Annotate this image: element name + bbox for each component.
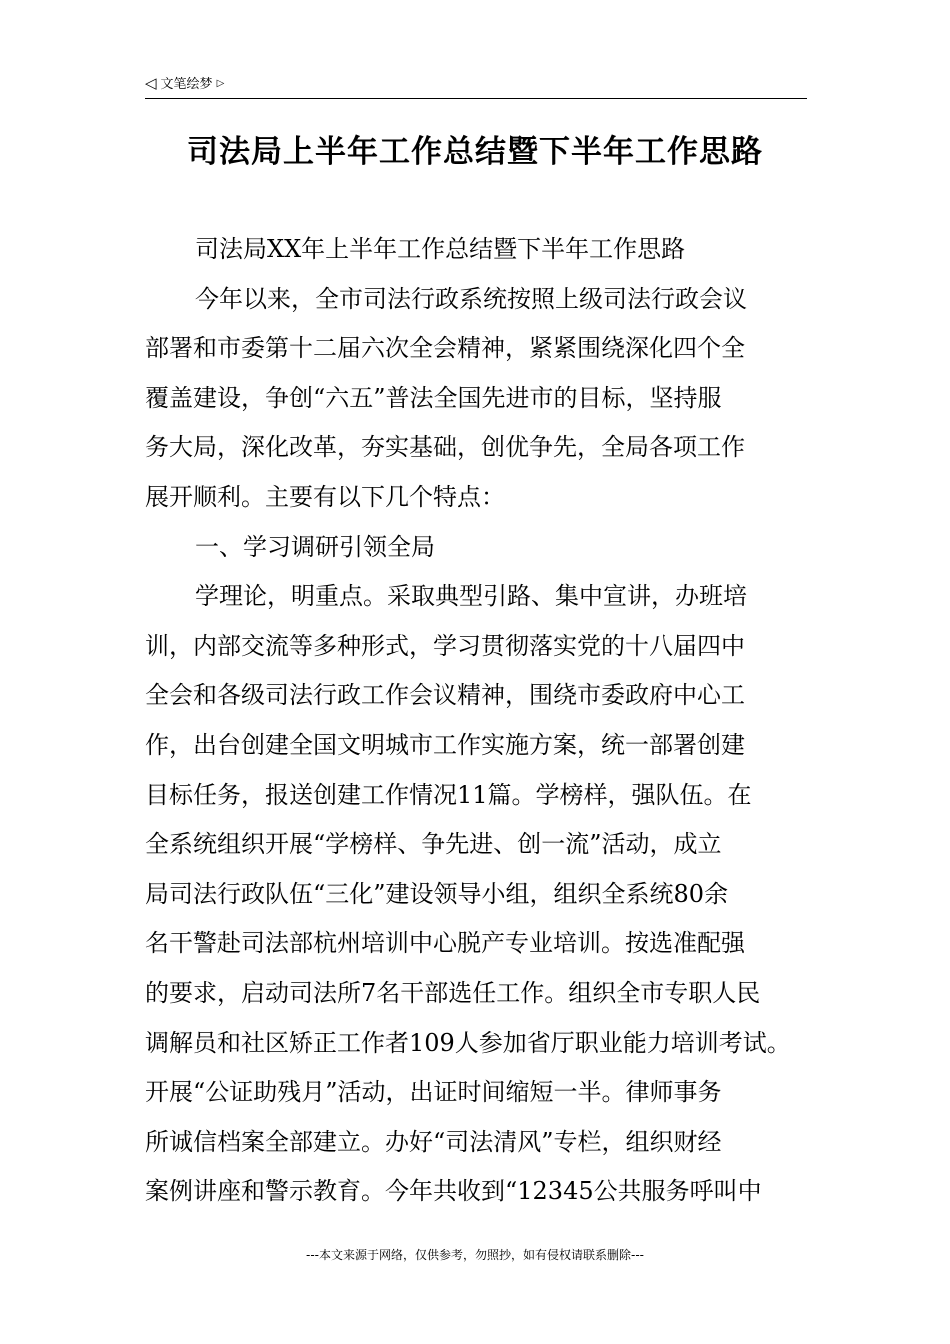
paragraph-line: 的要求，启动司法所7名干部选任工作。组织全市专职人民 xyxy=(145,978,761,1007)
brand-label: 文笔绘梦 xyxy=(160,77,213,92)
paragraph-line: 学理论，明重点。采取典型引路、集中宣讲，办班培 xyxy=(195,582,747,611)
paragraph-line: 今年以来，全市司法行政系统按照上级司法行政会议 xyxy=(195,284,747,313)
page-footer-disclaimer: ---本文来源于网络，仅供参考，勿照抄，如有侵权请联系删除--- xyxy=(306,1248,644,1262)
paragraph-line: 务大局，深化改革，夯实基础，创优争先，全局各项工作 xyxy=(145,433,745,462)
paragraph-line: 部署和市委第十二届六次全会精神，紧紧围绕深化四个全 xyxy=(145,334,745,363)
paragraph-line: 名干警赴司法部杭州培训中心脱产专业培训。按选准配强 xyxy=(145,929,745,958)
paragraph-line: 局司法行政队伍“三化”建设领导小组，组织全系统80余 xyxy=(145,879,729,908)
paragraph-line: 目标任务，报送创建工作情况11篇。学榜样，强队伍。在 xyxy=(145,780,752,809)
paragraph-line: 覆盖建设，争创“六五”普法全国先进市的目标，坚持服 xyxy=(145,383,722,412)
paragraph-line: 作，出台创建全国文明城市工作实施方案，统一部署创建 xyxy=(145,730,745,759)
paragraph-line: 全会和各级司法行政工作会议精神，围绕市委政府中心工 xyxy=(145,681,745,710)
document-title: 司法局上半年工作总结暨下半年工作思路 xyxy=(187,134,763,170)
document-body xyxy=(145,225,835,1217)
paragraph-line: 开展“公证助残月”活动，出证时间缩短一半。律师事务 xyxy=(145,1078,722,1107)
paragraph-line: 所诚信档案全部建立。办好“司法清风”专栏，组织财经 xyxy=(145,1127,722,1156)
triangle-left-icon: ◁ xyxy=(145,74,157,92)
paragraph-line: 全系统组织开展“学榜样、争先进、创一流”活动，成立 xyxy=(145,830,722,859)
paragraph-line: 案例讲座和警示教育。今年共收到“12345公共服务呼叫中 xyxy=(145,1177,762,1206)
triangle-right-icon: ▷ xyxy=(216,78,225,89)
paragraph-line: 展开顺利。主要有以下几个特点： xyxy=(145,482,505,511)
page-header xyxy=(145,72,807,99)
paragraph-line: 训，内部交流等多种形式，学习贯彻落实党的十八届四中 xyxy=(145,631,745,660)
section-heading: 一、学习调研引领全局 xyxy=(195,532,435,561)
paragraph-line: 调解员和社区矫正工作者109人参加省厅职业能力培训考试。 xyxy=(145,1028,791,1057)
header-brand xyxy=(145,74,224,94)
paragraph-line: 司法局XX年上半年工作总结暨下半年工作思路 xyxy=(195,235,686,263)
